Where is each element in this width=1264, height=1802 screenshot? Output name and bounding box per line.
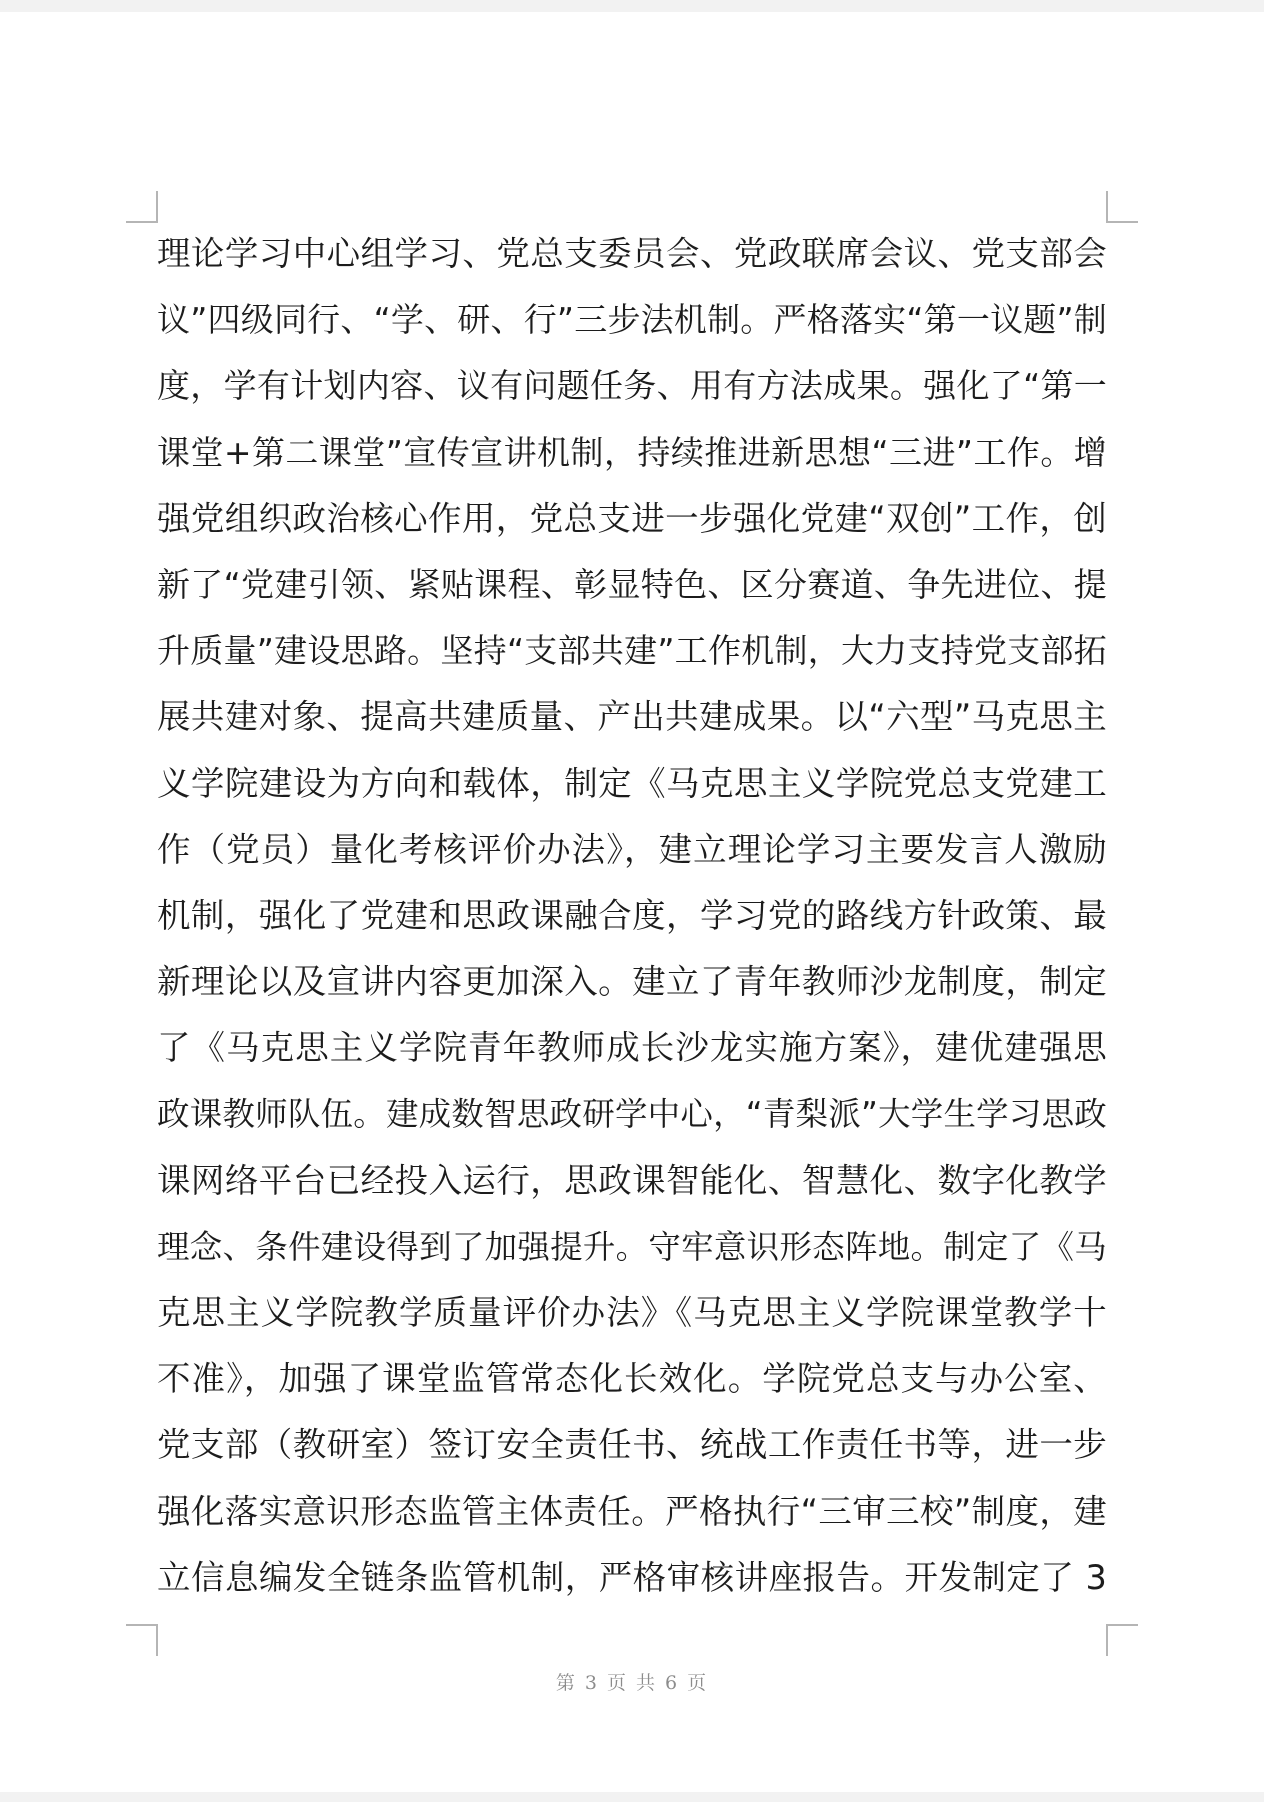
text-line: 课堂+第二课堂”宣传宣讲机制，持续推进新思想“三进”工作。增 bbox=[157, 432, 1107, 472]
text-line: 立信息编发全链条监管机制，严格审核讲座报告。开发制定了 3 bbox=[157, 1557, 1107, 1597]
body-text bbox=[157, 226, 1107, 1616]
text-line: 机制，强化了党建和思政课融合度，学习党的路线方针政策、最 bbox=[157, 895, 1107, 935]
viewer-bottom-edge bbox=[0, 1792, 1264, 1802]
text-line: 课网络平台已经投入运行，思政课智能化、智慧化、数字化教学 bbox=[157, 1160, 1107, 1200]
crop-mark-bottom-left bbox=[126, 1624, 158, 1656]
text-line: 作（党员）量化考核评价办法》，建立理论学习主要发言人激励 bbox=[157, 829, 1107, 869]
text-line: 展共建对象、提高共建质量、产出共建成果。以“六型”马克思主 bbox=[157, 697, 1107, 737]
text-line: 理念、条件建设得到了加强提升。守牢意识形态阵地。制定了《马 bbox=[157, 1227, 1107, 1266]
crop-mark-top-left bbox=[126, 191, 158, 223]
text-line: 政课教师队伍。建成数智思政研学中心，“青梨派”大学生学习思政 bbox=[157, 1095, 1107, 1134]
viewer-top-edge bbox=[0, 0, 1264, 12]
text-line: 了《马克思主义学院青年教师成长沙龙实施方案》，建优建强思 bbox=[157, 1028, 1107, 1068]
crop-mark-bottom-right bbox=[1106, 1624, 1138, 1656]
text-line: 党支部（教研室）签订安全责任书、统战工作责任书等，进一步 bbox=[157, 1425, 1107, 1465]
text-line: 义学院建设为方向和载体，制定《马克思主义学院党总支党建工 bbox=[157, 763, 1107, 803]
text-line: 理论学习中心组学习、党总支委员会、党政联席会议、党支部会 bbox=[157, 234, 1107, 273]
text-line: 新了“党建引领、紧贴课程、彰显特色、区分赛道、争先进位、提 bbox=[157, 564, 1107, 604]
crop-mark-top-right bbox=[1106, 191, 1138, 223]
text-line: 升质量”建设思路。坚持“支部共建”工作机制，大力支持党支部拓 bbox=[157, 631, 1107, 671]
text-line: 不准》，加强了课堂监管常态化长效化。学院党总支与办公室、 bbox=[157, 1359, 1107, 1399]
text-line: 议”四级同行、“学、研、行”三步法机制。严格落实“第一议题”制 bbox=[157, 300, 1107, 340]
text-line: 强化落实意识形态监管主体责任。严格执行“三审三校”制度，建 bbox=[157, 1491, 1107, 1531]
text-line: 度，学有计划内容、议有问题任务、用有方法成果。强化了“第一 bbox=[157, 366, 1107, 406]
text-line: 新理论以及宣讲内容更加深入。建立了青年教师沙龙制度，制定 bbox=[157, 962, 1107, 1002]
text-line: 克思主义学院教学质量评价办法》《马克思主义学院课堂教学十 bbox=[157, 1293, 1107, 1332]
page-number-footer: 第 3 页 共 6 页 bbox=[555, 1672, 709, 1694]
text-line: 强党组织政治核心作用，党总支进一步强化党建“双创”工作，创 bbox=[157, 498, 1107, 538]
